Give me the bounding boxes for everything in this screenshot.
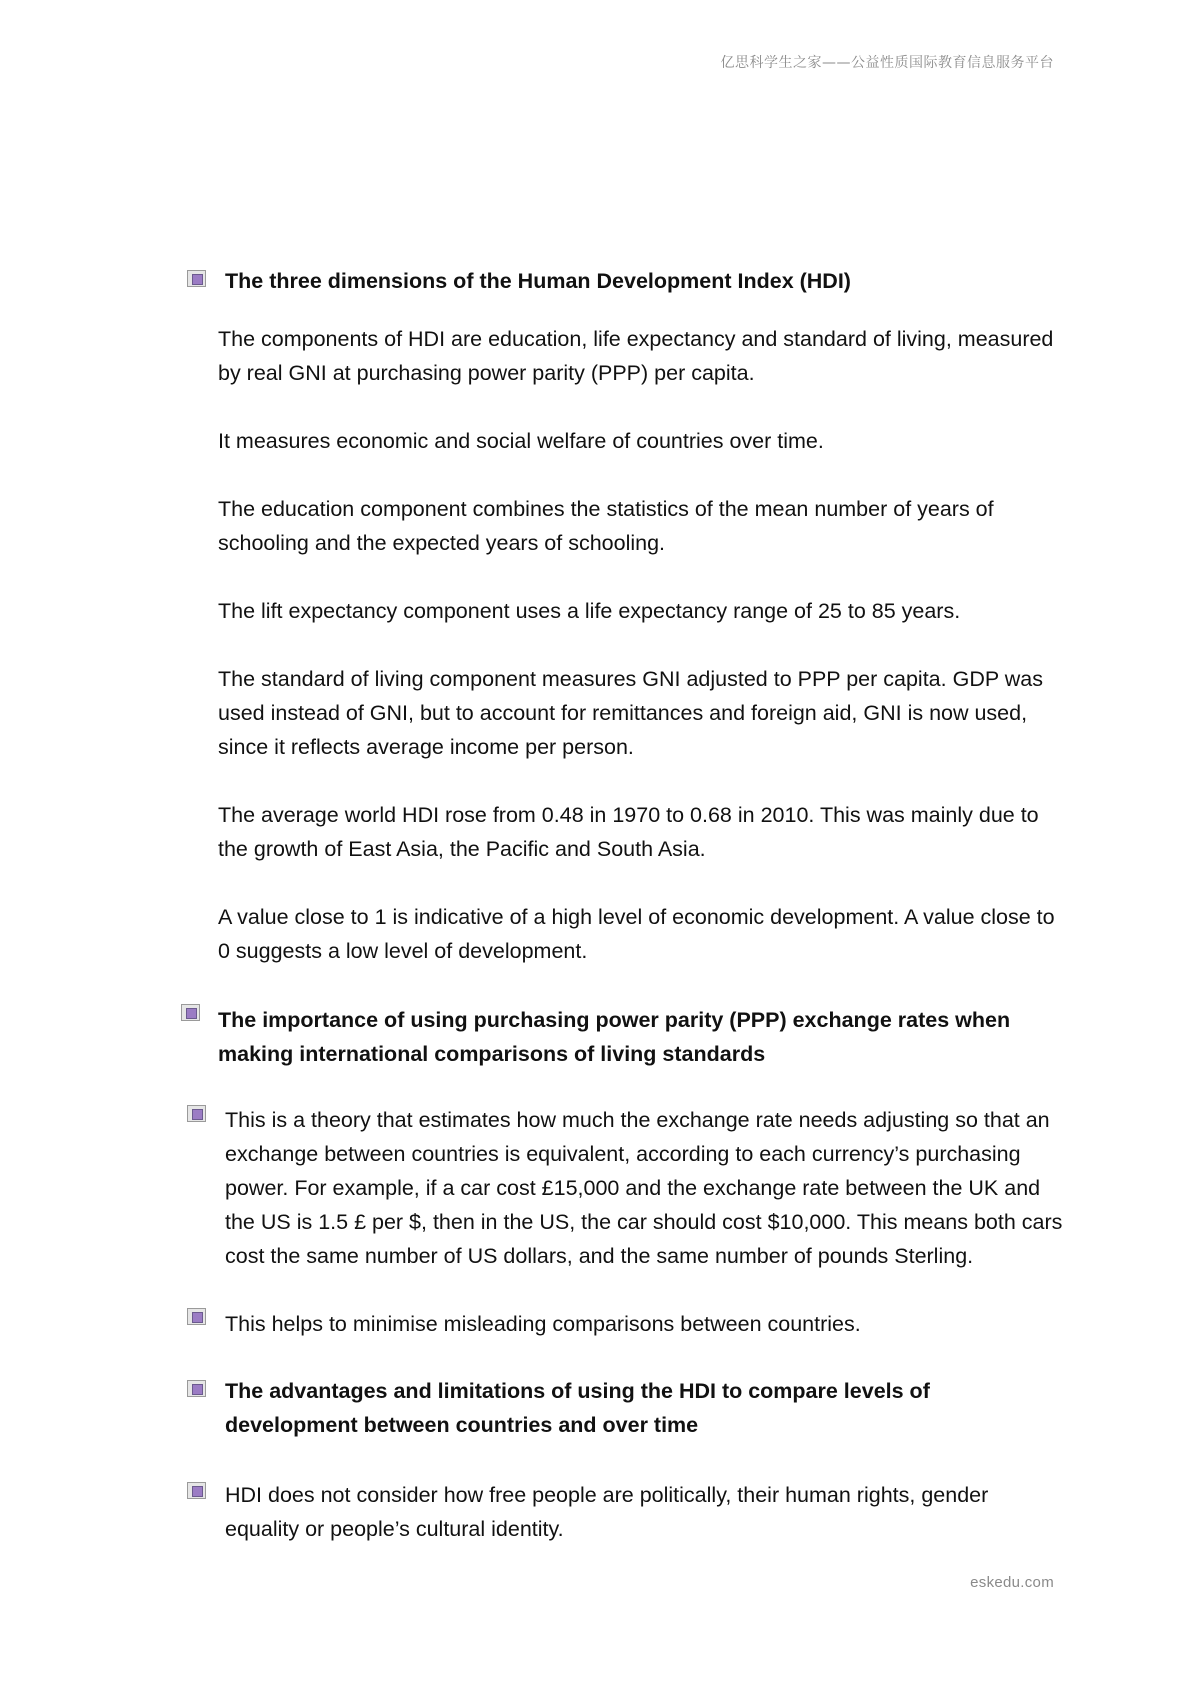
section-heading-ppp: The importance of using purchasing power parity (PPP) exchange rates when making international comparisons of living standards — [218, 1008, 1011, 1066]
list-item: This is a theory that estimates how much the exchange rate needs adjusting so that an exchange between countries is equivalent, according to each currency’s purchasing power. For example, if a car cost £15,000 and the exchange rate between the UK and the US is 1.5 £ per $, then in the US, the car should cost $10,000. This means both cars cost the same number of US dollars, and the same number of pounds Sterling. — [225, 1108, 1063, 1268]
paragraph: The components of HDI are education, life expectancy and standard of living, measured by real GNI at purchasing power parity (PPP) per capita. — [218, 327, 1054, 385]
section-heading-hdi-dimensions: The three dimensions of the Human Development Index (HDI) — [225, 269, 851, 293]
list-item: This helps to minimise misleading comparisons between countries. — [225, 1312, 861, 1336]
paragraph: A value close to 1 is indicative of a high level of economic development. A value close to 0 suggests a low level of development. — [218, 905, 1055, 963]
bullet-icon — [181, 1004, 200, 1021]
hdi-paragraphs — [218, 322, 1068, 968]
bullet-icon — [187, 1105, 206, 1122]
list-item: HDI does not consider how free people are politically, their human rights, gender equality or people’s cultural identity. — [225, 1483, 989, 1541]
paragraph: The lift expectancy component uses a life expectancy range of 25 to 85 years. — [218, 599, 961, 623]
paragraph: The standard of living component measures GNI adjusted to PPP per capita. GDP was used instead of GNI, but to account for remittances and foreign aid, GNI is now used, since it reflects average income per person. — [218, 667, 1043, 759]
paragraph: It measures economic and social welfare of countries over time. — [218, 429, 824, 453]
bullet-icon — [187, 1380, 206, 1397]
page-footer: eskedu.com — [970, 1574, 1054, 1591]
paragraph: The education component combines the statistics of the mean number of years of schooling and the expected years of schooling. — [218, 497, 994, 555]
page-header: 亿思科学生之家——公益性质国际教育信息服务平台 — [720, 55, 1054, 71]
paragraph: The average world HDI rose from 0.48 in 1970 to 0.68 in 2010. This was mainly due to the growth of East Asia, the Pacific and South Asia. — [218, 803, 1039, 861]
bullet-icon — [187, 270, 206, 287]
bullet-icon — [187, 1482, 206, 1499]
section-heading-hdi-limitations: The advantages and limitations of using the HDI to compare levels of development between countries and over time — [225, 1379, 930, 1437]
bullet-icon — [187, 1308, 206, 1325]
